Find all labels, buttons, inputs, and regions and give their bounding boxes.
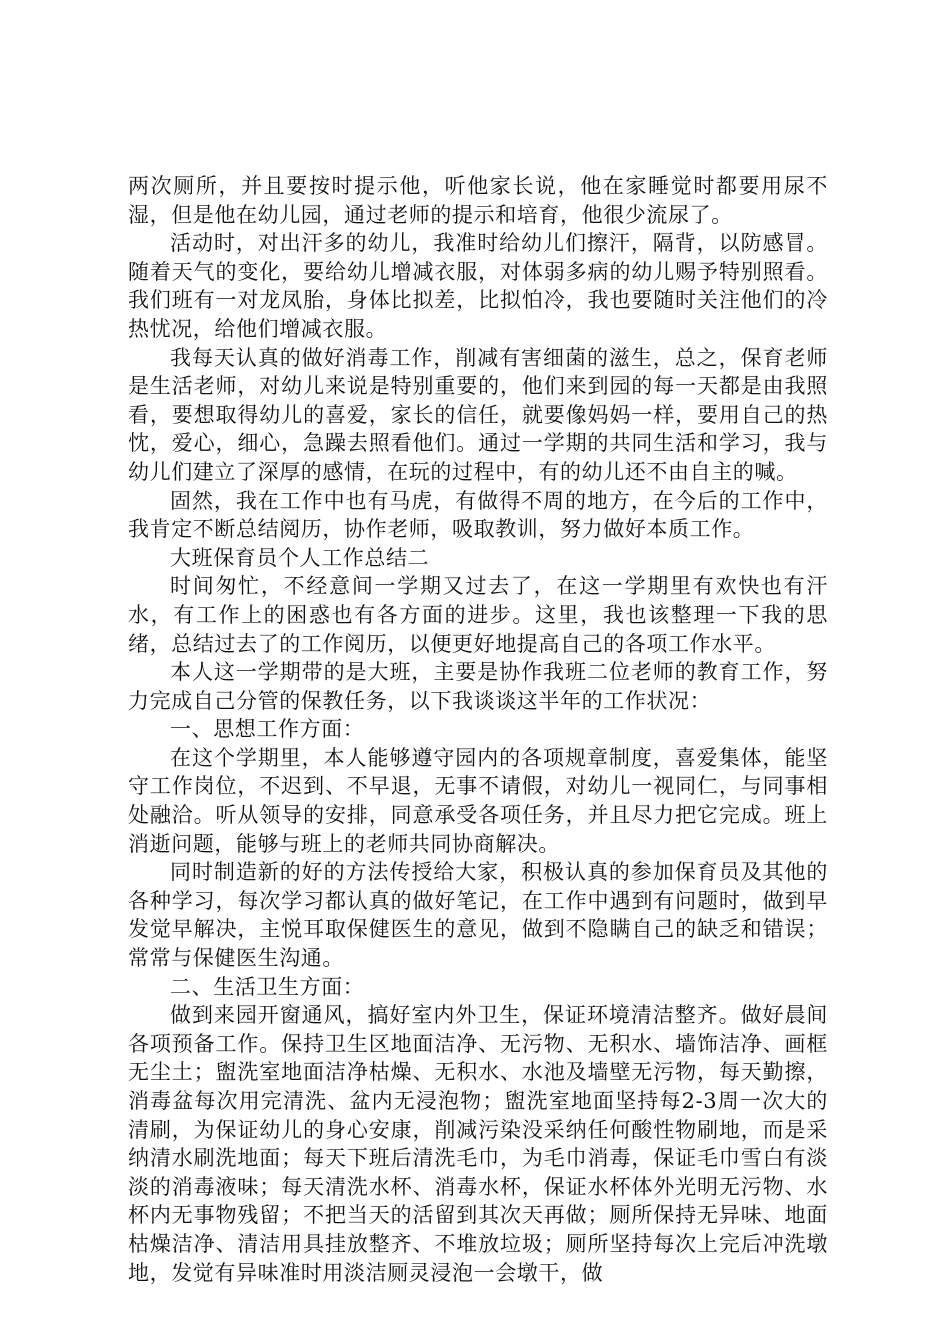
- document-body: [128, 172, 828, 1287]
- section-title: 大班保育员个人工作总结二: [170, 545, 430, 570]
- paragraph: 我每天认真的做好消毒工作，削减有害细菌的滋生，总之，保育老师是生活老师，对幼儿来说是特别重要的，他们来到园的每一天都是由我照看，要想取得幼儿的喜爱，家长的信任，就要像妈妈一样，要用自己的热忱，爱心，细心，急躁去照看他们。通过一学期的共同生活和学习，我与幼儿们建立了深厚的感情，在玩的过程中，有的幼儿还不由自主的喊。: [128, 345, 828, 484]
- paragraph: 固然，我在工作中也有马虎，有做得不周的地方，在今后的工作中，我肯定不断总结阅历，协作老师，吸取教训，努力做好本质工作。: [128, 488, 828, 542]
- paragraph: 活动时，对出汗多的幼儿，我准时给幼儿们擦汗，隔背，以防感冒。随着天气的变化，要给幼儿增减衣服，对体弱多病的幼儿赐予特别照看。我们班有一对龙凤胎，身体比拟差，比拟怕冷，我也要随时关注他们的冷热忧况，给他们增减衣服。: [128, 231, 828, 341]
- paragraph: 两次厕所，并且要按时提示他，听他家长说，他在家睡觉时都要用尿不湿，但是他在幼儿园，通过老师的提示和培育，他很少流尿了。: [128, 174, 828, 227]
- section-heading: 二、生活卫生方面：: [170, 974, 365, 999]
- paragraph: 做到来园开窗通风，搞好室内外卫生，保证环境清洁整齐。做好晨间各项预备工作。保持卫生区地面洁净、无污物、无积水、墙饰洁净、画框无尘土；盥洗室地面洁净枯燥、无积水、水池及墙壁无污物，每天勤擦，消毒盆每次用完清洗、盆内无浸泡物；盥洗室地面坚持每2-3周一次大的清刷，为保证幼儿的身心安康，削减污染没采纳任何酸性物刷地，而是采纳清水刷洗地面；每天下班后清洗毛巾，为毛巾消毒，保证毛巾雪白有淡淡的消毒液味；每天清洗水杯、消毒水杯，保证水杯体外光明无污物、水杯内无事物残留；不把当天的活留到其次天再做；厕所保持无异味、地面枯燥洁净、清洁用具挂放整齐、不堆放垃圾；厕所坚持每次上完后冲洗墩地，发觉有异味准时用淡洁厕灵浸泡一会墩干，做: [128, 1003, 828, 1285]
- paragraph: 在这个学期里，本人能够遵守园内的各项规章制度，喜爱集体，能坚守工作岗位，不迟到、不早退，无事不请假，对幼儿一视同仁，与同事相处融洽。听从领导的安排，同意承受各项任务，并且尽力把它完成。班上消逝问题，能够与班上的老师共同协商解决。: [128, 745, 828, 856]
- section-heading: 一、思想工作方面：: [170, 717, 365, 742]
- paragraph: 时间匆忙，不经意间一学期又过去了，在这一学期里有欢快也有汗水，有工作上的困惑也有各方面的进步。这里，我也该整理一下我的思绪，总结过去了的工作阅历，以便更好地提高自己的各项工作水平。: [128, 574, 828, 656]
- paragraph: 本人这一学期带的是大班，主要是协作我班二位老师的教育工作，努力完成自己分管的保教任务，以下我谈谈这半年的工作状况：: [128, 660, 828, 713]
- paragraph: 同时制造新的好的方法传授给大家，积极认真的参加保育员及其他的各种学习，每次学习都认真的做好笔记，在工作中遇到有问题时，做到早发觉早解决，主悦耳取保健医生的意见，做到不隐瞒自己的缺乏和错误；常常与保健医生沟通。: [128, 860, 828, 971]
